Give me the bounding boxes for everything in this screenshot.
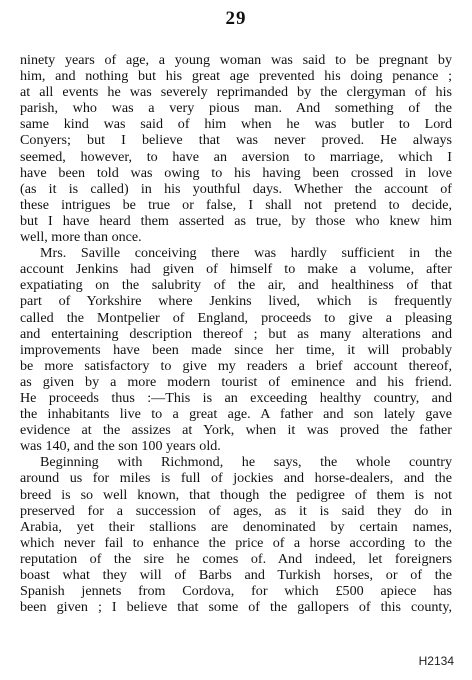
paragraph	[20, 52, 452, 245]
text-body	[20, 52, 452, 615]
text-line: called the Montpelier of England, proceeds to give a pleasing	[20, 309, 452, 326]
text-line: breed is so well known, that though the pedigree of them is not	[20, 486, 452, 503]
text-line: and entertaining description thereof ; but as many alterations and	[20, 325, 452, 342]
text-line: seemed, however, to have an aversion to marriage, which I	[20, 148, 452, 165]
text-line: Conyers; but I believe that was never proved. He always	[20, 132, 452, 149]
text-line: as given by a more modern tourist of eminence and his friend.	[20, 373, 452, 390]
text-line: at all events he was severely reprimanded by the clergyman of his	[20, 84, 452, 101]
paragraph	[20, 454, 452, 615]
paragraph	[20, 245, 452, 454]
text-line: (as it is called) in his youthful days. Whether the account of	[20, 180, 452, 197]
catalog-code: H2134	[418, 654, 454, 668]
text-line: preserved for a succession of ages, as it is said they do in	[20, 502, 452, 519]
text-line: these intrigues be true or false, I shall not pretend to decide,	[20, 196, 452, 213]
text-line: improvements have been made since her time, it will probably	[20, 341, 452, 358]
text-line: Beginning with Richmond, he says, the whole country	[40, 454, 452, 471]
text-line: been given ; I believe that some of the gallopers of this county,	[20, 599, 452, 616]
text-line: which never fail to enhance the price of a horse according to the	[20, 534, 452, 551]
text-line: him, and nothing but his great age prevented his doing penance ;	[20, 68, 452, 85]
text-line: have been told was owing to his having been crossed in love	[20, 164, 452, 181]
text-line: same kind was said of him when he was butler to Lord	[20, 116, 452, 133]
text-line: He proceeds thus :—This is an exceeding healthy country, and	[20, 389, 452, 406]
text-line: well, more than once.	[20, 229, 142, 246]
text-line: boast what they will of Barbs and Turkish horses, or of the	[20, 567, 452, 583]
page-number: 29	[225, 8, 247, 29]
text-line: be more satisfactory to give my readers a brief account thereof,	[20, 357, 452, 374]
text-line: but I have heard them asserted as true, by those who knew him	[20, 212, 452, 229]
text-line: account Jenkins had given of himself to make a volume, after	[20, 261, 452, 278]
text-line: was 140, and the son 100 years old.	[20, 438, 221, 455]
text-line: the inhabitants live to a great age. A father and son lately gave	[20, 406, 452, 423]
text-line: ninety years of age, a young woman was said to be pregnant by	[20, 52, 452, 68]
text-line: around us for miles is full of jockies and horse-dealers, and the	[20, 470, 452, 487]
text-line: Mrs. Saville conceiving there was hardly sufficient in the	[40, 245, 452, 262]
text-line: expatiating on the salubrity of the air, and healthiness of that	[20, 277, 452, 294]
text-line: Arabia, yet their stallions are denominated by certain names,	[20, 518, 452, 535]
text-line: evidence at the assizes at York, when it was proved the father	[20, 422, 452, 439]
text-line: part of Yorkshire where Jenkins lived, which is frequently	[20, 293, 452, 310]
text-line: parish, who was a very pious man. And something of the	[20, 100, 452, 117]
text-line: Spanish jennets from Cordova, for which £500 apiece has	[20, 583, 452, 600]
text-line: reputation of the sire he comes of. And indeed, let foreigners	[20, 550, 452, 567]
